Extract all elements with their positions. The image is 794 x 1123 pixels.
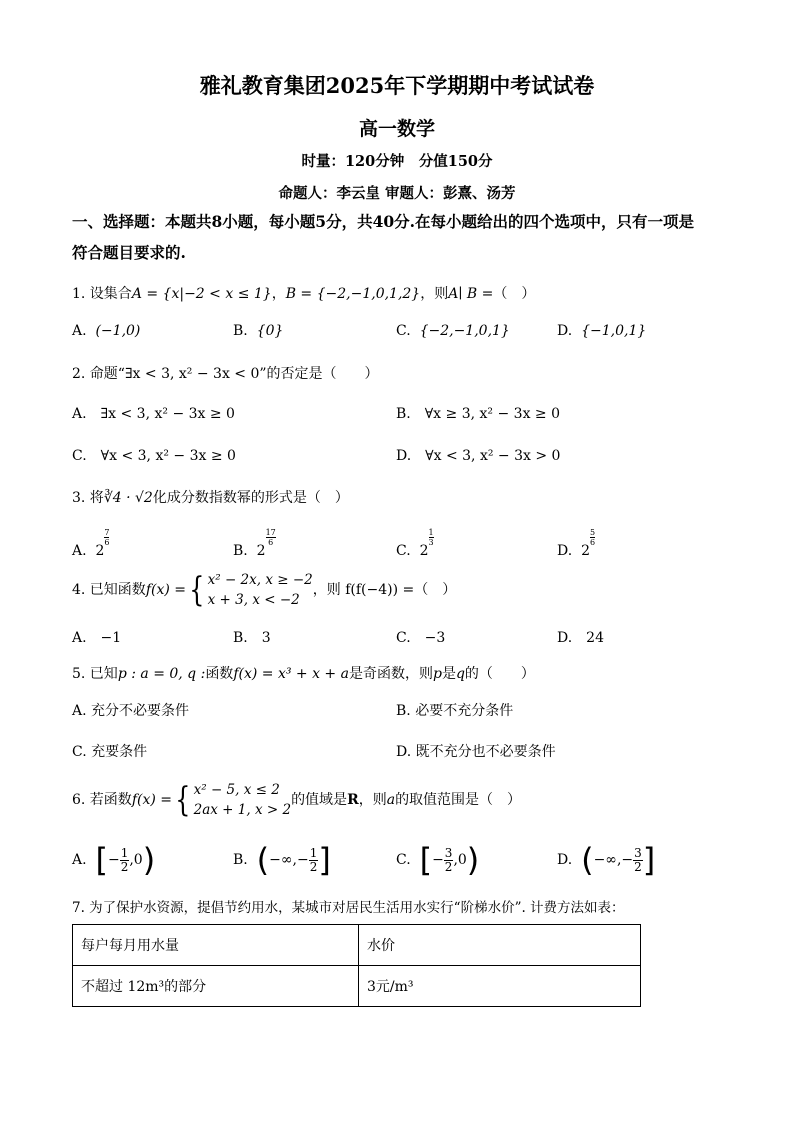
q1-option-c[interactable] <box>396 321 510 341</box>
q1-option-a-value: (−1,0) <box>95 323 141 339</box>
q5-option-b[interactable]: B. 必要不充分条件 <box>396 703 514 719</box>
q1-option-d[interactable] <box>557 321 646 341</box>
q6-prefix: 6. 若函数 <box>72 792 132 808</box>
q1-option-b-label: B. <box>233 323 248 339</box>
exp-numerator: 1 <box>428 528 434 537</box>
q1-option-a[interactable] <box>72 321 140 341</box>
question-3-stem <box>72 488 349 508</box>
q3-option-b[interactable] <box>233 528 276 561</box>
q3-option-d-label: D. <box>557 543 573 559</box>
fraction <box>444 847 454 874</box>
q1-option-c-label: C. <box>396 323 411 339</box>
fraction <box>633 847 643 874</box>
fraction <box>120 847 130 874</box>
q6-option-c[interactable] <box>396 840 479 880</box>
q6-case-1: x² − 5, x ≤ 2 <box>193 782 280 798</box>
q6-param-a: a <box>386 792 396 808</box>
q4-suffix: ，则 f(f(−4)) =（ ） <box>312 582 457 598</box>
sign: −∞,− <box>269 852 309 868</box>
q6-option-a-label: A. <box>72 852 87 868</box>
q6-mid2: ，则 <box>358 792 387 808</box>
q3-option-b-exponent <box>266 528 276 547</box>
q4-option-a[interactable]: A. −1 <box>72 630 122 646</box>
q3-option-b-base: 2 <box>256 543 266 559</box>
q4-function: f(x) = <box>145 582 186 598</box>
q3-prefix: 3. 将 <box>72 490 104 506</box>
q5-p: p <box>432 666 442 682</box>
q1-option-d-label: D. <box>557 323 573 339</box>
right-bracket: ] <box>318 841 331 879</box>
q4-option-c[interactable]: C. −3 <box>396 630 446 646</box>
right-bracket: ) <box>466 841 480 879</box>
section-heading-line2: 符合题目要求的. <box>72 243 186 262</box>
q2-option-d[interactable]: D. ∀x < 3, x² − 3x > 0 <box>396 448 561 464</box>
q6-option-d[interactable] <box>557 840 655 880</box>
q3-option-d-base: 2 <box>581 543 591 559</box>
section-heading-line1: 一、选择题：本题共8小题，每小题5分，共40分.在每小题给出的四个选项中，只有一项是 <box>72 212 695 231</box>
q3-option-d-exponent <box>590 528 595 547</box>
question-4-stem <box>72 568 456 612</box>
q6-option-c-label: C. <box>396 852 411 868</box>
q5-prefix: 5. 已知 <box>72 666 118 682</box>
q1-option-b-value: {0} <box>256 323 284 339</box>
question-7-stem: 7. 为了保护水资源，提倡节约用水，某城市对居民生活用水实行“阶梯水价”. 计费方法如表： <box>72 900 625 916</box>
q2-option-b[interactable]: B. ∀x ≥ 3, x² − 3x ≥ 0 <box>396 406 561 422</box>
q3-option-d[interactable] <box>557 528 595 561</box>
q1-set-b: B = {−2,−1,0,1,2} <box>285 286 421 302</box>
q6-function: f(x) = <box>131 792 172 808</box>
q6-mid: 的值域是 <box>291 792 348 808</box>
q5-option-c[interactable]: C. 充要条件 <box>72 744 148 760</box>
q6-option-b-label: B. <box>233 852 248 868</box>
q1-set-a: A = {x|−2 < x ≤ 1} <box>131 286 272 302</box>
q3-option-a-exponent <box>104 528 109 547</box>
q6-suffix: 的取值范围是（ ） <box>395 792 522 808</box>
q4-case-2: x + 3, x < −2 <box>207 592 300 608</box>
numerator: 1 <box>309 845 318 860</box>
q3-option-c-base: 2 <box>419 543 429 559</box>
fraction <box>309 847 319 874</box>
q3-option-a-base: 2 <box>95 543 105 559</box>
denominator: 2 <box>444 859 453 874</box>
q3-option-c-label: C. <box>396 543 411 559</box>
q1-option-b[interactable] <box>233 321 283 341</box>
piecewise-brace: { <box>175 780 191 820</box>
q5-end: 的（ ） <box>464 666 535 682</box>
numerator: 1 <box>120 845 129 860</box>
question-1-stem <box>72 284 535 304</box>
q6-option-a[interactable] <box>72 840 155 880</box>
left-bracket: ( <box>256 841 270 879</box>
q3-suffix: 化成分数指数幂的形式是（ ） <box>152 490 349 506</box>
exp-numerator: 17 <box>265 528 276 537</box>
q1-option-c-value: {−2,−1,0,1} <box>419 323 510 339</box>
q3-option-a-label: A. <box>72 543 87 559</box>
q4-case-1: x² − 2x, x ≥ −2 <box>207 572 313 588</box>
table-header-usage: 每户每月用水量 <box>73 925 359 966</box>
question-5-stem <box>72 664 535 684</box>
exp-numerator: 7 <box>104 528 110 537</box>
q2-option-c[interactable]: C. ∀x < 3, x² − 3x ≥ 0 <box>72 448 236 464</box>
q1-prefix: 1. 设集合 <box>72 286 132 302</box>
left-bracket: [ <box>95 841 108 879</box>
q5-option-d[interactable]: D. 既不充分也不必要条件 <box>396 744 556 760</box>
time-info: 时量：120分钟 分值150分 <box>301 153 493 170</box>
table-cell-usage: 不超过 12m³的部分 <box>73 966 359 1007</box>
q6-cases <box>194 780 291 820</box>
denominator: 2 <box>309 859 318 874</box>
question-6-stem <box>72 778 521 822</box>
exam-title: 雅礼教育集团2025年下学期期中考试试卷 <box>199 73 595 98</box>
q1-sep1: ， <box>271 286 286 302</box>
q3-option-b-label: B. <box>233 543 248 559</box>
sign: − <box>107 852 120 868</box>
authors: 命题人：李云皇 审题人：彭熹、汤芳 <box>278 185 516 202</box>
q5-mid: 函数 <box>205 666 234 682</box>
q5-option-a[interactable]: A. 充分不必要条件 <box>72 703 190 719</box>
exp-denominator: 3 <box>428 538 434 547</box>
rest: ,0 <box>453 852 467 868</box>
exp-numerator: 5 <box>590 528 596 537</box>
q5-q: q <box>455 666 465 682</box>
sign: −∞,− <box>593 852 634 868</box>
q4-option-d[interactable]: D. 24 <box>557 630 604 646</box>
q1-option-a-label: A. <box>72 323 87 339</box>
left-bracket: ( <box>581 841 594 879</box>
exp-denominator: 6 <box>104 538 110 547</box>
q5-condition-p: p : a = 0, q : <box>117 666 206 682</box>
left-bracket: [ <box>419 841 433 879</box>
numerator: 3 <box>634 845 642 860</box>
table-header-price: 水价 <box>359 925 641 966</box>
q1-option-d-value: {−1,0,1} <box>581 323 647 339</box>
q6-option-d-label: D. <box>557 852 573 868</box>
numerator: 3 <box>444 845 453 860</box>
table-cell-price: 3元/m³ <box>359 966 641 1007</box>
right-bracket: ) <box>142 841 156 879</box>
q2-option-a[interactable]: A. ∃x < 3, x² − 3x ≥ 0 <box>72 406 235 422</box>
q1-tail: （ ） <box>493 286 536 302</box>
table-row <box>73 966 641 1007</box>
denominator: 2 <box>634 859 642 874</box>
q3-option-c-exponent <box>429 528 434 547</box>
q1-sep2: ，则 <box>420 286 449 302</box>
q5-is: 是 <box>441 666 456 682</box>
q5-suffix: 是奇函数，则 <box>348 666 433 682</box>
q3-option-c[interactable] <box>396 528 434 561</box>
q4-option-b[interactable]: B. 3 <box>233 630 271 646</box>
exp-denominator: 6 <box>590 538 596 547</box>
q6-option-b[interactable] <box>233 840 331 880</box>
q4-cases <box>208 570 313 610</box>
q1-ask: A∣ B = <box>448 286 494 302</box>
right-bracket: ] <box>642 841 656 879</box>
question-2-stem: 2. 命题“∃x < 3, x² − 3x < 0”的否定是（ ） <box>72 366 379 382</box>
piecewise-brace: { <box>189 570 205 610</box>
subject-title: 高一数学 <box>358 118 435 140</box>
q3-radical: ∛4 · √2 <box>103 490 153 506</box>
exp-denominator: 6 <box>268 538 274 547</box>
q3-option-a[interactable] <box>72 528 109 561</box>
q4-prefix: 4. 已知函数 <box>72 582 146 598</box>
rest: ,0 <box>129 852 143 868</box>
denominator: 2 <box>120 859 129 874</box>
water-price-table <box>72 924 641 1007</box>
table-header-row <box>73 925 641 966</box>
q6-case-2: 2ax + 1, x > 2 <box>193 802 292 818</box>
q6-real-set: R <box>347 792 359 808</box>
q5-function: f(x) = x³ + x + a <box>233 666 349 682</box>
sign: − <box>432 852 444 868</box>
